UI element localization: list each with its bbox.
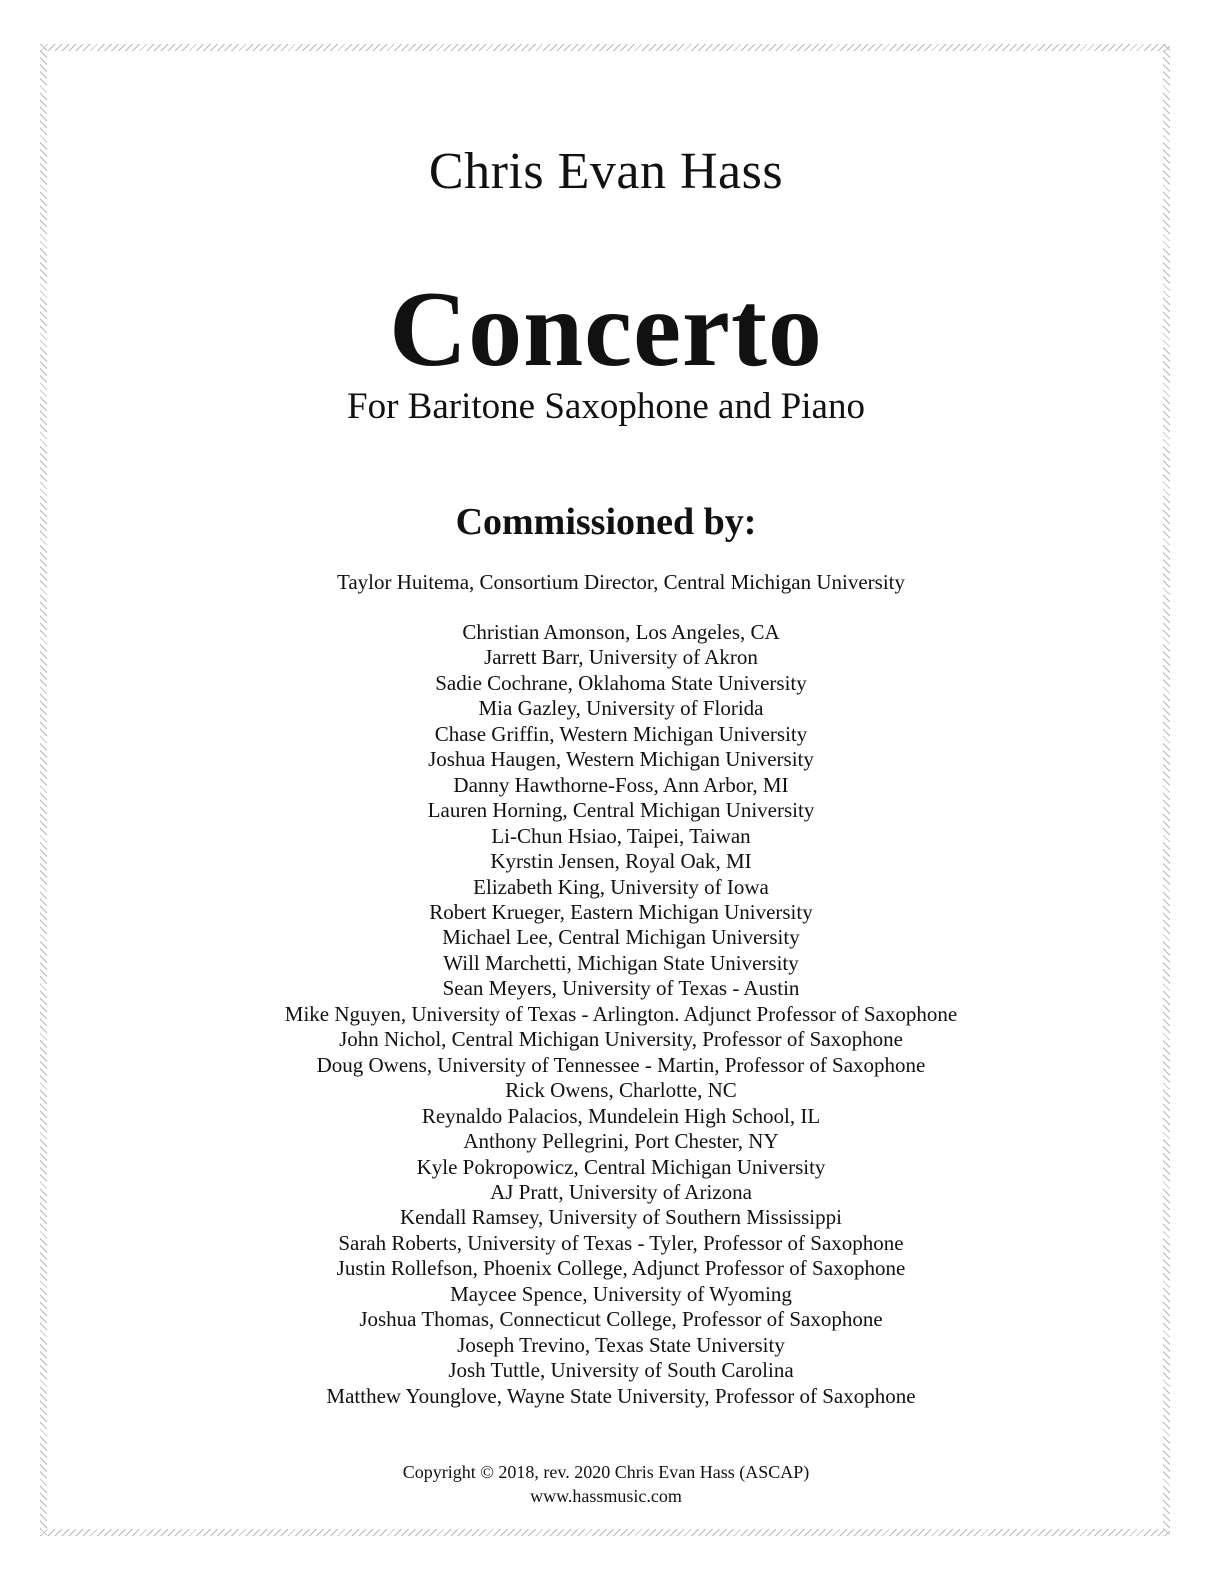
list-item: Christian Amonson, Los Angeles, CA [462,620,780,644]
list-item: Matthew Younglove, Wayne State University, Professor of Saxophone [326,1383,916,1408]
list-item: Kendall Ramsey, University of Southern Mississippi [400,1205,842,1230]
list-item: Joseph Trevino, Texas State University [457,1332,785,1357]
commissioned-heading: Commissioned by: [455,501,757,543]
list-item: Mike Nguyen, University of Texas - Arlington. Adjunct Professor of Saxophone [284,1001,958,1026]
list-item: Kyle Pokropowicz, Central Michigan University [416,1154,826,1179]
list-item: Sarah Roberts, University of Texas - Tyler, Professor of Saxophone [338,1230,904,1255]
list-item: Maycee Spence, University of Wyoming [450,1281,792,1306]
decorative-border-bottom [40,1529,1170,1536]
copyright-block [0,1460,1212,1508]
list-item: Joshua Thomas, Connecticut College, Professor of Saxophone [359,1307,883,1332]
commissioner-list [0,620,1212,1409]
website-url: www.hassmusic.com [530,1486,682,1506]
list-item: Lauren Horning, Central Michigan University [427,798,815,823]
page-title: Concerto [389,270,823,389]
list-item: Mia Gazley, University of Florida [478,696,764,721]
list-item: Danny Hawthorne-Foss, Ann Arbor, MI [453,772,789,797]
list-item: Elizabeth King, University of Iowa [473,874,769,899]
list-item: AJ Pratt, University of Arizona [490,1179,752,1204]
consortium-director: Taylor Huitema, Consortium Director, Central Michigan University [336,570,906,594]
list-item: Josh Tuttle, University of South Carolina [448,1358,794,1383]
copyright-notice: Copyright © 2018, rev. 2020 Chris Evan Hass (ASCAP) [402,1462,810,1482]
list-item: Kyrstin Jensen, Royal Oak, MI [490,849,752,874]
list-item: Reynaldo Palacios, Mundelein High School, IL [421,1103,821,1128]
list-item: Joshua Haugen, Western Michigan University [428,747,814,772]
subtitle: For Baritone Saxophone and Piano [347,386,865,427]
list-item: Sean Meyers, University of Texas - Austin [442,976,800,1001]
list-item: Justin Rollefson, Phoenix College, Adjunct Professor of Saxophone [336,1256,906,1281]
decorative-border-top [40,44,1170,51]
list-item: Michael Lee, Central Michigan University [442,925,800,950]
list-item: Will Marchetti, Michigan State University [443,950,799,975]
list-item: Doug Owens, University of Tennessee - Martin, Professor of Saxophone [316,1052,926,1077]
list-item: Robert Krueger, Eastern Michigan University [429,899,813,924]
list-item: Rick Owens, Charlotte, NC [505,1078,737,1103]
list-item: John Nichol, Central Michigan University, Professor of Saxophone [339,1027,903,1052]
list-item: Anthony Pellegrini, Port Chester, NY [463,1129,779,1154]
list-item: Jarrett Barr, University of Akron [484,645,758,670]
list-item: Chase Griffin, Western Michigan University [434,721,808,746]
list-item: Sadie Cochrane, Oklahoma State University [435,670,807,695]
list-item: Li-Chun Hsiao, Taipei, Taiwan [491,823,751,848]
composer-name: Chris Evan Hass [428,143,784,200]
